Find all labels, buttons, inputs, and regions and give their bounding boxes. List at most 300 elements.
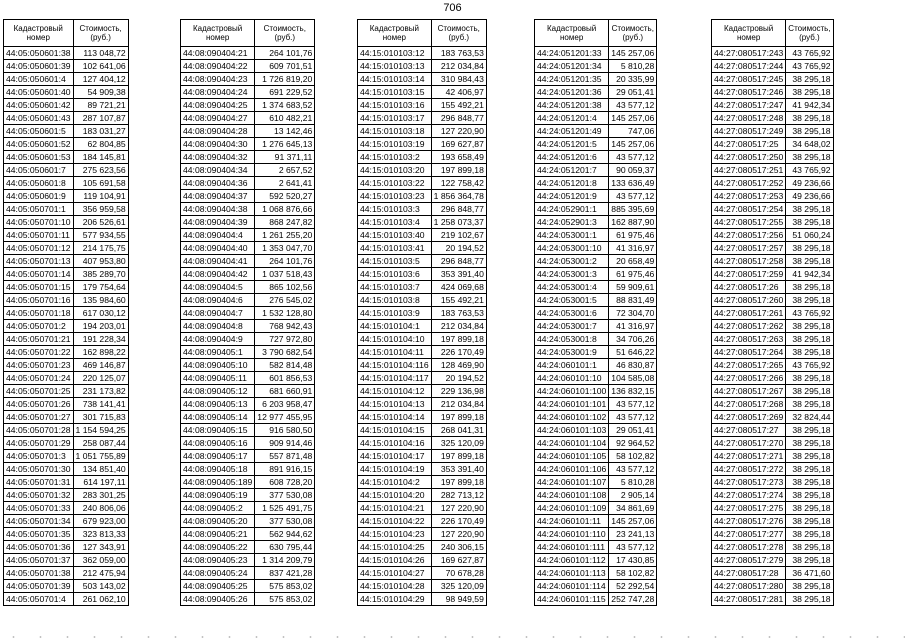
cadastral-number-cell: 44:15:010104:21 xyxy=(358,502,432,515)
cadastral-number-cell: 44:05:050601:9 xyxy=(4,190,74,203)
table-row xyxy=(358,385,487,398)
table-row xyxy=(4,385,129,398)
cost-cell: 296 848,77 xyxy=(431,255,486,268)
cost-cell: 38 295,18 xyxy=(786,320,833,333)
table-row xyxy=(712,476,834,489)
cost-cell: 133 636,49 xyxy=(609,177,657,190)
cost-cell: 42 406,97 xyxy=(431,86,486,99)
table-row xyxy=(712,125,834,138)
table-row xyxy=(181,424,315,437)
table-row xyxy=(181,515,315,528)
cadastral-number-cell: 44:08:090405:10 xyxy=(181,359,255,372)
cadastral-number-cell: 44:08:090404:40 xyxy=(181,242,255,255)
cost-cell: 38 295,18 xyxy=(786,346,833,359)
cost-cell: 162 898,22 xyxy=(73,346,128,359)
cadastral-number-cell: 44:05:050701:26 xyxy=(4,398,74,411)
table-row xyxy=(712,346,834,359)
table-row xyxy=(712,216,834,229)
table-row xyxy=(181,164,315,177)
cost-cell: 52 292,54 xyxy=(609,580,657,593)
cadastral-number-cell: 44:15:010104:25 xyxy=(358,541,432,554)
cost-cell: 127 220,90 xyxy=(431,502,486,515)
header-cadastral-number: Кадастровый номер xyxy=(358,20,432,47)
cadastral-number-cell: 44:15:010104:117 xyxy=(358,372,432,385)
cost-cell: 38 295,18 xyxy=(786,86,833,99)
header-cost: Стоимость, (руб.) xyxy=(786,20,833,47)
cadastral-number-cell: 44:05:050701:38 xyxy=(4,567,74,580)
cost-cell: 29 051,41 xyxy=(609,86,657,99)
cost-cell: 197 899,18 xyxy=(431,411,486,424)
cadastral-number-cell: 44:27:080517:248 xyxy=(712,112,786,125)
register-table-3 xyxy=(357,19,487,606)
cadastral-number-cell: 44:27:080517:272 xyxy=(712,463,786,476)
cost-cell: 169 627,87 xyxy=(431,138,486,151)
cost-cell: 353 391,40 xyxy=(431,268,486,281)
table-row xyxy=(358,528,487,541)
table-row xyxy=(712,385,834,398)
table-row xyxy=(712,281,834,294)
cadastral-number-cell: 44:08:090404:22 xyxy=(181,60,255,73)
table-row xyxy=(358,255,487,268)
cadastral-number-cell: 44:08:090404:21 xyxy=(181,47,255,60)
table-row xyxy=(4,346,129,359)
table-row xyxy=(4,255,129,268)
table-row xyxy=(712,541,834,554)
table-row xyxy=(358,164,487,177)
register-table-4 xyxy=(534,19,657,606)
table-row xyxy=(535,164,657,177)
cost-cell: 608 728,20 xyxy=(255,476,315,489)
table-row xyxy=(535,242,657,255)
cadastral-number-cell: 44:05:050701:1 xyxy=(4,203,74,216)
table-row xyxy=(535,359,657,372)
cadastral-number-cell: 44:27:080517:245 xyxy=(712,73,786,86)
table-row xyxy=(535,489,657,502)
table-row xyxy=(4,515,129,528)
cadastral-number-cell: 44:27:080517:255 xyxy=(712,216,786,229)
cost-cell: 70 678,28 xyxy=(431,567,486,580)
cost-cell: 362 059,00 xyxy=(73,554,128,567)
cadastral-number-cell: 44:24:051201:34 xyxy=(535,60,609,73)
scan-dot-border xyxy=(0,634,905,640)
table-row xyxy=(358,476,487,489)
cost-cell: 296 848,77 xyxy=(431,112,486,125)
cadastral-number-cell: 44:27:080517:274 xyxy=(712,489,786,502)
table-row xyxy=(358,268,487,281)
cadastral-number-cell: 44:24:060101:101 xyxy=(535,398,609,411)
cost-cell: 679 923,00 xyxy=(73,515,128,528)
table-row xyxy=(181,554,315,567)
table-row xyxy=(535,190,657,203)
table-row xyxy=(181,372,315,385)
cost-cell: 89 721,21 xyxy=(73,99,128,112)
cost-cell: 134 851,40 xyxy=(73,463,128,476)
table-row xyxy=(4,203,129,216)
cadastral-number-cell: 44:27:080517:253 xyxy=(712,190,786,203)
cost-cell: 2 641,41 xyxy=(255,177,315,190)
cadastral-number-cell: 44:27:080517:271 xyxy=(712,450,786,463)
cadastral-number-cell: 44:08:090405:20 xyxy=(181,515,255,528)
cost-cell: 310 984,43 xyxy=(431,73,486,86)
cost-cell: 276 545,02 xyxy=(255,294,315,307)
table-row xyxy=(358,346,487,359)
cadastral-number-cell: 44:15:010104:23 xyxy=(358,528,432,541)
cost-cell: 38 295,18 xyxy=(786,515,833,528)
cost-cell: 169 627,87 xyxy=(431,554,486,567)
table-row xyxy=(181,593,315,606)
cost-cell: 58 102,82 xyxy=(609,450,657,463)
cadastral-number-cell: 44:27:080517:262 xyxy=(712,320,786,333)
cadastral-number-cell: 44:08:090404:39 xyxy=(181,216,255,229)
cadastral-number-cell: 44:05:050701:12 xyxy=(4,242,74,255)
cost-cell: 885 395,69 xyxy=(609,203,657,216)
table-row xyxy=(535,567,657,580)
cadastral-number-cell: 44:24:060101:108 xyxy=(535,489,609,502)
cost-cell: 261 062,10 xyxy=(73,593,128,606)
table-row xyxy=(181,580,315,593)
cost-cell: 38 295,18 xyxy=(786,333,833,346)
cost-cell: 865 102,56 xyxy=(255,281,315,294)
cost-cell: 2 657,52 xyxy=(255,164,315,177)
cost-cell: 575 853,02 xyxy=(255,580,315,593)
cadastral-number-cell: 44:27:080517:244 xyxy=(712,60,786,73)
cadastral-number-cell: 44:15:010103:40 xyxy=(358,229,432,242)
table-row xyxy=(535,216,657,229)
cadastral-number-cell: 44:24:060101:11 xyxy=(535,515,609,528)
cadastral-number-cell: 44:05:050601:5 xyxy=(4,125,74,138)
table-row xyxy=(358,593,487,606)
cadastral-number-cell: 44:24:051201:35 xyxy=(535,73,609,86)
cost-cell: 145 257,06 xyxy=(609,47,657,60)
cost-cell: 503 143,02 xyxy=(73,580,128,593)
cadastral-number-cell: 44:24:053001:10 xyxy=(535,242,609,255)
cadastral-number-cell: 44:05:050701:39 xyxy=(4,580,74,593)
cadastral-number-cell: 44:08:090404:24 xyxy=(181,86,255,99)
cadastral-number-cell: 44:27:080517:258 xyxy=(712,255,786,268)
table-row xyxy=(358,73,487,86)
table-row xyxy=(4,164,129,177)
cadastral-number-cell: 44:15:010103:9 xyxy=(358,307,432,320)
cost-cell: 29 051,41 xyxy=(609,424,657,437)
cost-cell: 197 899,18 xyxy=(431,476,486,489)
cost-cell: 20 194,52 xyxy=(431,242,486,255)
cost-cell: 214 175,75 xyxy=(73,242,128,255)
table-row xyxy=(358,320,487,333)
cadastral-number-cell: 44:08:090404:41 xyxy=(181,255,255,268)
cadastral-number-cell: 44:08:090405:18 xyxy=(181,463,255,476)
cost-cell: 1 068 876,66 xyxy=(255,203,315,216)
cadastral-number-cell: 44:05:050701:18 xyxy=(4,307,74,320)
table-row xyxy=(181,190,315,203)
cost-cell: 891 916,15 xyxy=(255,463,315,476)
register-table-1 xyxy=(3,19,129,606)
table-row xyxy=(358,307,487,320)
cost-cell: 38 295,18 xyxy=(786,437,833,450)
cost-cell: 13 142,46 xyxy=(255,125,315,138)
cost-cell: 38 295,18 xyxy=(786,151,833,164)
cost-cell: 197 899,18 xyxy=(431,450,486,463)
table-row xyxy=(4,450,129,463)
cadastral-number-cell: 44:15:010103:5 xyxy=(358,255,432,268)
cadastral-number-cell: 44:05:050701:37 xyxy=(4,554,74,567)
table-row xyxy=(181,86,315,99)
cadastral-number-cell: 44:08:090404:34 xyxy=(181,164,255,177)
cost-cell: 5 810,28 xyxy=(609,476,657,489)
cadastral-number-cell: 44:24:060101:105 xyxy=(535,450,609,463)
cadastral-number-cell: 44:15:010103:15 xyxy=(358,86,432,99)
table-row xyxy=(358,502,487,515)
cadastral-number-cell: 44:08:090405:15 xyxy=(181,424,255,437)
table-row xyxy=(4,138,129,151)
cadastral-number-cell: 44:15:010103:16 xyxy=(358,99,432,112)
cost-cell: 38 295,18 xyxy=(786,255,833,268)
cost-cell: 36 471,60 xyxy=(786,567,833,580)
cadastral-number-cell: 44:05:050701:28 xyxy=(4,424,74,437)
cadastral-number-cell: 44:05:050701:13 xyxy=(4,255,74,268)
cost-cell: 183 031,27 xyxy=(73,125,128,138)
cadastral-number-cell: 44:15:010104:15 xyxy=(358,424,432,437)
table-row xyxy=(712,567,834,580)
table-row xyxy=(358,242,487,255)
table-row xyxy=(712,164,834,177)
cadastral-number-cell: 44:24:051201:7 xyxy=(535,164,609,177)
cost-cell: 582 814,48 xyxy=(255,359,315,372)
cost-cell: 38 295,18 xyxy=(786,73,833,86)
table-row xyxy=(358,424,487,437)
cadastral-number-cell: 44:08:090405:19 xyxy=(181,489,255,502)
cost-cell: 38 295,18 xyxy=(786,476,833,489)
cadastral-number-cell: 44:05:050601:42 xyxy=(4,99,74,112)
cadastral-number-cell: 44:05:050701:31 xyxy=(4,476,74,489)
table-row xyxy=(4,554,129,567)
table-row xyxy=(358,99,487,112)
cadastral-number-cell: 44:24:060101:109 xyxy=(535,502,609,515)
table-row xyxy=(535,229,657,242)
cost-cell: 136 832,15 xyxy=(609,385,657,398)
cost-cell: 162 887,90 xyxy=(609,216,657,229)
cadastral-number-cell: 44:24:053001:9 xyxy=(535,346,609,359)
cadastral-number-cell: 44:24:051201:49 xyxy=(535,125,609,138)
cost-cell: 145 257,06 xyxy=(609,515,657,528)
table-row xyxy=(4,528,129,541)
cadastral-number-cell: 44:27:080517:277 xyxy=(712,528,786,541)
cost-cell: 179 754,64 xyxy=(73,281,128,294)
cost-cell: 155 492,21 xyxy=(431,99,486,112)
cadastral-number-cell: 44:24:060101:100 xyxy=(535,385,609,398)
cadastral-number-cell: 44:27:080517:247 xyxy=(712,99,786,112)
table-row xyxy=(4,73,129,86)
header-cost: Стоимость, (руб.) xyxy=(255,20,315,47)
cadastral-number-cell: 44:05:050601:8 xyxy=(4,177,74,190)
cadastral-number-cell: 44:15:010103:8 xyxy=(358,294,432,307)
table-row xyxy=(358,203,487,216)
table-row xyxy=(4,216,129,229)
table-row xyxy=(181,437,315,450)
cadastral-number-cell: 44:27:080517:252 xyxy=(712,177,786,190)
cadastral-number-cell: 44:05:050601:43 xyxy=(4,112,74,125)
table-row xyxy=(181,320,315,333)
cost-cell: 469 146,87 xyxy=(73,359,128,372)
cadastral-number-cell: 44:05:050701:14 xyxy=(4,268,74,281)
cost-cell: 240 806,06 xyxy=(73,502,128,515)
table-row xyxy=(4,307,129,320)
cadastral-number-cell: 44:27:080517:281 xyxy=(712,593,786,606)
table-row xyxy=(181,450,315,463)
table-row xyxy=(181,346,315,359)
table-row xyxy=(535,333,657,346)
cadastral-number-cell: 44:27:080517:266 xyxy=(712,372,786,385)
cost-cell: 49 236,66 xyxy=(786,190,833,203)
cost-cell: 691 229,52 xyxy=(255,86,315,99)
cadastral-number-cell: 44:24:060101:112 xyxy=(535,554,609,567)
table-row xyxy=(712,86,834,99)
cadastral-number-cell: 44:24:060101:113 xyxy=(535,567,609,580)
cost-cell: 41 942,34 xyxy=(786,268,833,281)
table-row xyxy=(535,502,657,515)
cost-cell: 212 034,84 xyxy=(431,320,486,333)
cost-cell: 575 853,02 xyxy=(255,593,315,606)
cadastral-number-cell: 44:15:010103:3 xyxy=(358,203,432,216)
table-row xyxy=(358,515,487,528)
table-row xyxy=(181,294,315,307)
table-row xyxy=(181,268,315,281)
cadastral-number-cell: 44:15:010104:29 xyxy=(358,593,432,606)
cadastral-number-cell: 44:05:050701:25 xyxy=(4,385,74,398)
table-row xyxy=(535,60,657,73)
cost-cell: 183 763,53 xyxy=(431,47,486,60)
table-row xyxy=(181,203,315,216)
table-row xyxy=(535,476,657,489)
table-row xyxy=(712,528,834,541)
table-row xyxy=(4,47,129,60)
cost-cell: 23 241,13 xyxy=(609,528,657,541)
cost-cell: 38 295,18 xyxy=(786,463,833,476)
cost-cell: 226 170,49 xyxy=(431,346,486,359)
cadastral-number-cell: 44:08:090405:16 xyxy=(181,437,255,450)
table-row xyxy=(181,112,315,125)
table-row xyxy=(712,73,834,86)
cadastral-number-cell: 44:05:050701:24 xyxy=(4,372,74,385)
cadastral-number-cell: 44:15:010104:16 xyxy=(358,437,432,450)
table-row xyxy=(535,281,657,294)
cadastral-number-cell: 44:27:080517:243 xyxy=(712,47,786,60)
cadastral-number-cell: 44:24:060101:10 xyxy=(535,372,609,385)
cost-cell: 296 848,77 xyxy=(431,203,486,216)
cadastral-number-cell: 44:08:090404:36 xyxy=(181,177,255,190)
cost-cell: 282 713,12 xyxy=(431,489,486,502)
cost-cell: 356 959,58 xyxy=(73,203,128,216)
cost-cell: 1 374 683,52 xyxy=(255,99,315,112)
cost-cell: 155 492,21 xyxy=(431,294,486,307)
cadastral-number-cell: 44:08:090404:8 xyxy=(181,320,255,333)
table-row xyxy=(358,138,487,151)
cost-cell: 38 295,18 xyxy=(786,398,833,411)
cost-cell: 194 203,01 xyxy=(73,320,128,333)
cadastral-number-cell: 44:05:050601:40 xyxy=(4,86,74,99)
cost-cell: 325 120,09 xyxy=(431,580,486,593)
cadastral-number-cell: 44:15:010103:22 xyxy=(358,177,432,190)
table-row xyxy=(4,437,129,450)
table-row xyxy=(712,515,834,528)
cost-cell: 212 034,84 xyxy=(431,398,486,411)
cost-cell: 38 295,18 xyxy=(786,203,833,216)
table-row xyxy=(535,86,657,99)
cost-cell: 38 295,18 xyxy=(786,554,833,567)
header-cost: Стоимость, (руб.) xyxy=(431,20,486,47)
cost-cell: 184 145,81 xyxy=(73,151,128,164)
cadastral-number-cell: 44:24:053001:6 xyxy=(535,307,609,320)
cadastral-number-cell: 44:08:090404:25 xyxy=(181,99,255,112)
cost-cell: 1 856 364,78 xyxy=(431,190,486,203)
cost-cell: 193 658,49 xyxy=(431,151,486,164)
cadastral-number-cell: 44:24:060101:110 xyxy=(535,528,609,541)
cadastral-number-cell: 44:05:050701:27 xyxy=(4,411,74,424)
table-row xyxy=(358,190,487,203)
table-row xyxy=(535,177,657,190)
cost-cell: 231 173,82 xyxy=(73,385,128,398)
cost-cell: 219 102,67 xyxy=(431,229,486,242)
table-row xyxy=(4,476,129,489)
cadastral-number-cell: 44:24:060101:107 xyxy=(535,476,609,489)
cadastral-number-cell: 44:15:010104:17 xyxy=(358,450,432,463)
cadastral-number-cell: 44:15:010104:13 xyxy=(358,398,432,411)
table-row xyxy=(4,281,129,294)
cost-cell: 145 257,06 xyxy=(609,112,657,125)
table-row xyxy=(358,489,487,502)
table-row xyxy=(358,411,487,424)
cost-cell: 61 975,46 xyxy=(609,268,657,281)
table-row xyxy=(535,593,657,606)
table-row xyxy=(712,333,834,346)
table-row xyxy=(181,398,315,411)
table-row xyxy=(358,333,487,346)
cost-cell: 145 257,06 xyxy=(609,138,657,151)
table-row xyxy=(535,528,657,541)
cadastral-number-cell: 44:27:080517:264 xyxy=(712,346,786,359)
cadastral-number-cell: 44:27:080517:257 xyxy=(712,242,786,255)
register-table-2 xyxy=(180,19,315,606)
table-row xyxy=(712,177,834,190)
table-row xyxy=(181,541,315,554)
table-row xyxy=(181,99,315,112)
table-row xyxy=(358,216,487,229)
cost-cell: 226 170,49 xyxy=(431,515,486,528)
cost-cell: 1 261 255,20 xyxy=(255,229,315,242)
cadastral-number-cell: 44:08:090405:11 xyxy=(181,372,255,385)
cadastral-number-cell: 44:15:010103:14 xyxy=(358,73,432,86)
cadastral-number-cell: 44:27:080517:246 xyxy=(712,86,786,99)
cost-cell: 264 101,76 xyxy=(255,47,315,60)
cadastral-number-cell: 44:24:060101:1 xyxy=(535,359,609,372)
cadastral-number-cell: 44:27:080517:270 xyxy=(712,437,786,450)
table-row xyxy=(358,437,487,450)
cadastral-number-cell: 44:05:050601:52 xyxy=(4,138,74,151)
cadastral-number-cell: 44:08:090405:23 xyxy=(181,554,255,567)
cadastral-number-cell: 44:08:090405:22 xyxy=(181,541,255,554)
table-row xyxy=(535,463,657,476)
cadastral-number-cell: 44:24:060101:115 xyxy=(535,593,609,606)
table-row xyxy=(712,190,834,203)
cost-cell: 38 295,18 xyxy=(786,424,833,437)
cost-cell: 1 726 819,20 xyxy=(255,73,315,86)
table-row xyxy=(4,502,129,515)
cadastral-number-cell: 44:08:090405:21 xyxy=(181,528,255,541)
table-row xyxy=(712,580,834,593)
cost-cell: 212 034,84 xyxy=(431,60,486,73)
cost-cell: 43 577,12 xyxy=(609,411,657,424)
cadastral-number-cell: 44:05:050701:22 xyxy=(4,346,74,359)
table-row xyxy=(535,112,657,125)
